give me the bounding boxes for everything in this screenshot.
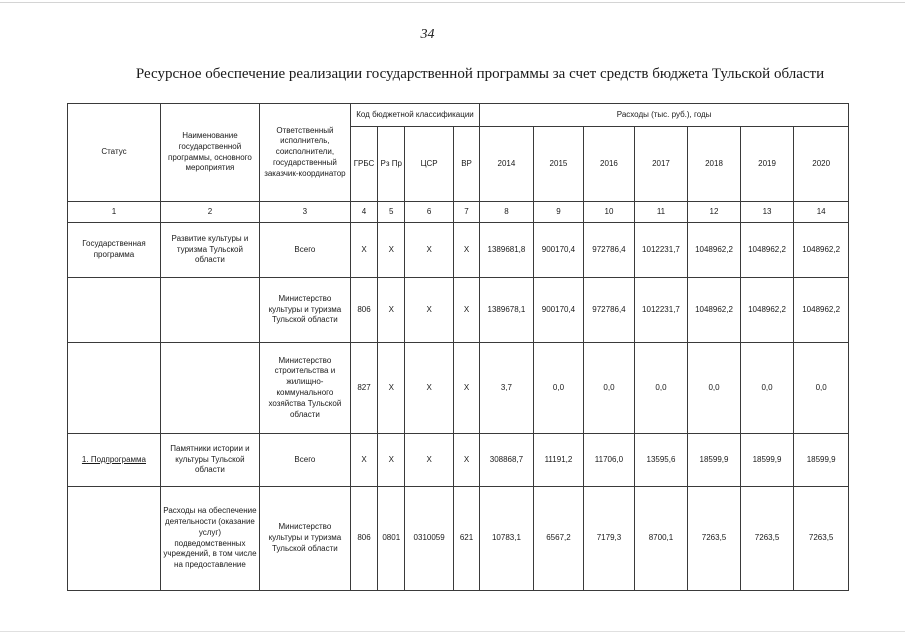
row-value: 900170,4 [533,223,584,278]
row-value: 1389678,1 [480,278,534,343]
header-year: 2020 [794,127,849,202]
row-value: 11191,2 [533,434,584,487]
table-row [68,487,849,591]
row-value: 0,0 [688,343,741,434]
row-value: 1012231,7 [634,278,688,343]
row-value: 972786,4 [584,278,635,343]
row-value: 3,7 [480,343,534,434]
column-number: 6 [405,202,453,223]
row-executor: Министерство культуры и туризма Тульской области [259,487,350,591]
page-number: 34 [420,27,435,42]
row-value: 10783,1 [480,487,534,591]
header-executor: Ответственный исполнитель, соисполнители, государственный заказчик-координатор [259,104,350,202]
header-budget-code: Код бюджетной классификации [350,104,479,127]
header-code-rzpr: Рз Пр [378,127,405,202]
row-code-grbs: 806 [350,487,377,591]
header-year: 2014 [480,127,534,202]
page-bottom-rule [0,631,905,632]
header-year: 2016 [584,127,635,202]
column-number: 5 [378,202,405,223]
row-code-vr: 621 [453,487,479,591]
row-executor: Всего [259,434,350,487]
row-status [68,487,161,591]
row-code-csr: Х [405,434,453,487]
row-value: 1012231,7 [634,223,688,278]
row-code-rzpr: Х [378,278,405,343]
row-value: 11706,0 [584,434,635,487]
row-code-csr: Х [405,278,453,343]
row-code-csr: 0310059 [405,487,453,591]
row-status: Государственная программа [68,223,161,278]
row-value: 0,0 [740,343,794,434]
header-year: 2018 [688,127,741,202]
document-title: Ресурсное обеспечение реализации государственной программы за счет средств бюджета Тульской области [135,66,825,82]
row-value: 18599,9 [794,434,849,487]
column-number: 9 [533,202,584,223]
row-value: 7263,5 [688,487,741,591]
header-code-csr: ЦСР [405,127,453,202]
column-number: 12 [688,202,741,223]
row-status [68,434,161,487]
row-code-vr: Х [453,278,479,343]
row-value: 7263,5 [794,487,849,591]
row-value: 1048962,2 [688,223,741,278]
row-name: Памятники истории и культуры Тульской области [160,434,259,487]
row-executor: Министерство культуры и туризма Тульской области [259,278,350,343]
table-row [68,434,849,487]
header-year: 2017 [634,127,688,202]
header-name: Наименование государственной программы, основного мероприятия [160,104,259,202]
row-value: 7179,3 [584,487,635,591]
row-value: 1048962,2 [740,223,794,278]
row-value: 972786,4 [584,223,635,278]
row-code-rzpr: Х [378,434,405,487]
header-year: 2015 [533,127,584,202]
row-code-grbs: 806 [350,278,377,343]
row-value: 0,0 [634,343,688,434]
column-number: 10 [584,202,635,223]
column-number: 11 [634,202,688,223]
row-value: 18599,9 [740,434,794,487]
column-number: 8 [480,202,534,223]
row-value: 1048962,2 [688,278,741,343]
row-value: 18599,9 [688,434,741,487]
header-code-grbs: ГРБС [350,127,377,202]
column-number: 2 [160,202,259,223]
row-code-grbs: 827 [350,343,377,434]
row-status [68,278,161,343]
row-value: 1389681,8 [480,223,534,278]
row-code-vr: Х [453,434,479,487]
row-value: 0,0 [533,343,584,434]
row-value: 1048962,2 [740,278,794,343]
header-expenses: Расходы (тыс. руб.), годы [480,104,849,127]
header-code-vr: ВР [453,127,479,202]
row-code-vr: Х [453,343,479,434]
header-status: Статус [68,104,161,202]
row-code-rzpr: Х [378,223,405,278]
row-executor: Министерство строительства и жилищно-коммунального хозяйства Тульской области [259,343,350,434]
table-row [68,223,849,278]
header-year: 2019 [740,127,794,202]
row-value: 8700,1 [634,487,688,591]
row-value: 0,0 [584,343,635,434]
table-row [68,278,849,343]
column-number: 3 [259,202,350,223]
row-code-csr: Х [405,223,453,278]
column-number: 7 [453,202,479,223]
row-name [160,278,259,343]
row-value: 1048962,2 [794,223,849,278]
row-executor: Всего [259,223,350,278]
row-code-grbs: Х [350,434,377,487]
table-row [68,343,849,434]
row-name [160,343,259,434]
resource-table [67,103,849,591]
row-value: 0,0 [794,343,849,434]
column-number: 13 [740,202,794,223]
row-value: 1048962,2 [794,278,849,343]
column-number: 14 [794,202,849,223]
row-value: 308868,7 [480,434,534,487]
row-code-csr: Х [405,343,453,434]
table-header-row [68,104,849,127]
row-value: 900170,4 [533,278,584,343]
column-number-row [68,202,849,223]
row-value: 7263,5 [740,487,794,591]
column-number: 4 [350,202,377,223]
row-value: 6567,2 [533,487,584,591]
subprogram-label: 1. Подпрограмма [81,454,147,464]
row-status [68,343,161,434]
page-top-rule [0,2,905,3]
row-code-grbs: Х [350,223,377,278]
row-name: Развитие культуры и туризма Тульской области [160,223,259,278]
column-number: 1 [68,202,161,223]
row-code-rzpr: Х [378,343,405,434]
row-name: Расходы на обеспечение деятельности (оказание услуг) подведомственных учреждений, в том числе на предоставление [160,487,259,591]
row-code-rzpr: 0801 [378,487,405,591]
row-code-vr: Х [453,223,479,278]
row-value: 13595,6 [634,434,688,487]
